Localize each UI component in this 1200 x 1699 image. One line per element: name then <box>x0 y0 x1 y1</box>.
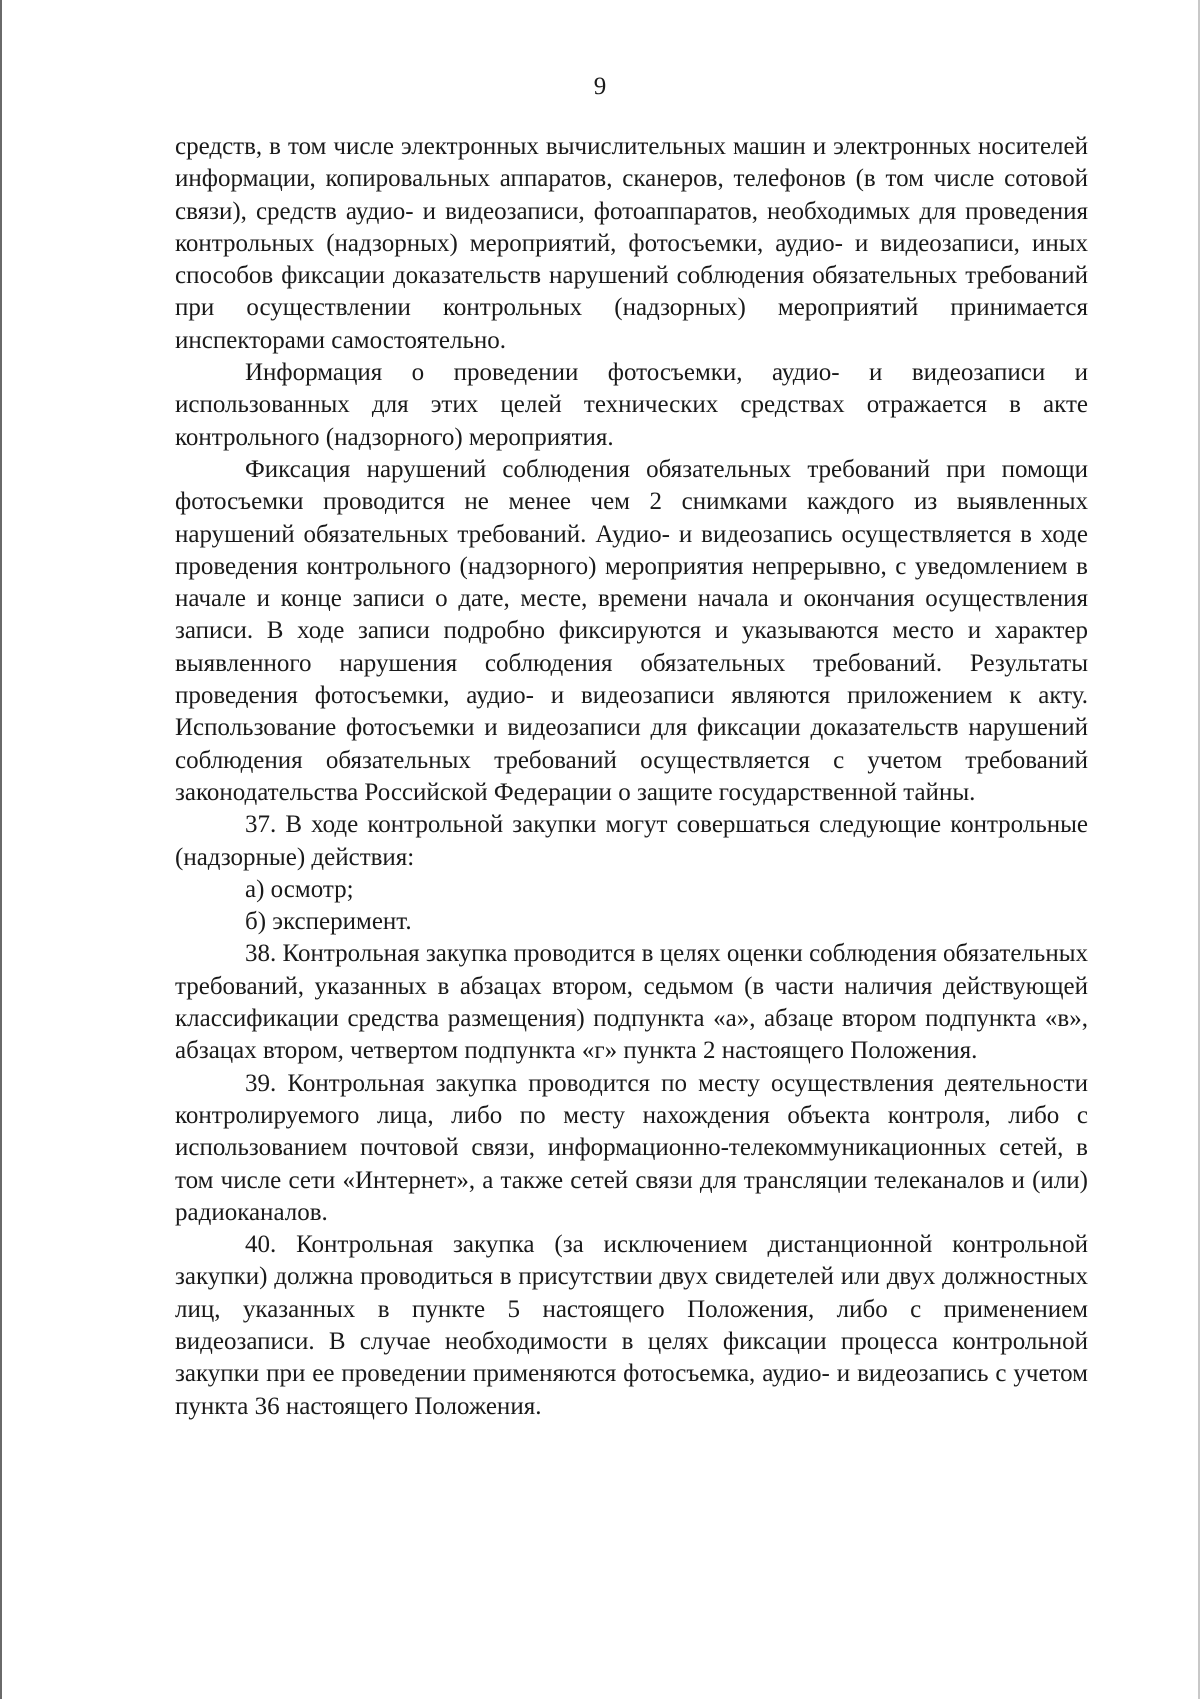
paragraph-item-38: 38. Контрольная закупка проводится в целях оценки соблюдения обязательных требований, указанных в абзацах втором, седьмом (в части наличия действующей классификации средства размещения) подпункта «а», абзаце втором подпункта «в», абзацах втором, четвертом подпункта «г» пункта 2 настоящего Положения. <box>175 940 1088 1065</box>
paragraph-item-37-a: а) осмотр; <box>245 875 354 903</box>
document-body <box>175 131 1088 1423</box>
paragraph-item-40: 40. Контрольная закупка (за исключением дистанционной контрольной закупки) должна проводиться в присутствии двух свидетелей или двух должностных лиц, указанных в пункте 5 настоящего Положения, либо с применением видеозаписи. В случае необходимости в целях фиксации процесса контрольной закупки при ее проведении применяются фотосъемка, аудио- и видеозапись с учетом пункта 36 настоящего Положения. <box>175 1231 1088 1420</box>
paragraph-continuation: средств, в том числе электронных вычислительных машин и электронных носителей информации, копировальных аппаратов, сканеров, телефонов (в том числе сотовой связи), средств аудио- и видеозаписи, фотоаппаратов, необходимых для проведения контрольных (надзорных) мероприятий, фотосъемки, аудио- и видеозаписи, иных способов фиксации доказательств нарушений соблюдения обязательных требований при осуществлении контрольных (надзорных) мероприятий принимается инспекторами самостоятельно. <box>175 133 1088 354</box>
paragraph-photo-info: Информация о проведении фотосъемки, аудио- и видеозаписи и использованных для этих целей технических средствах отражается в акте контрольного (надзорного) мероприятия. <box>175 359 1088 451</box>
paragraph-violation-fixation: Фиксация нарушений соблюдения обязательных требований при помощи фотосъемки проводится не менее чем 2 снимками каждого из выявленных нарушений обязательных требований. Аудио- и видеозапись осуществляется в ходе проведения контрольного (надзорного) мероприятия непрерывно, с уведомлением в начале и конце записи о дате, месте, времени начала и окончания осуществления записи. В ходе записи подробно фиксируются и указываются место и характер выявленного нарушения соблюдения обязательных требований. Результаты проведения фотосъемки, аудио- и видеозаписи являются приложением к акту. Использование фотосъемки и видеозаписи для фиксации доказательств нарушений соблюдения обязательных требований осуществляется с учетом требований законодательства Российской Федерации о защите государственной тайны. <box>175 455 1088 806</box>
scan-edge-left <box>0 0 2 1699</box>
paragraph-item-37-b: б) эксперимент. <box>245 908 412 936</box>
paragraph-item-37: 37. В ходе контрольной закупки могут совершаться следующие контрольные (надзорные) действия: <box>175 811 1088 871</box>
page-number: 9 <box>593 73 607 100</box>
paragraph-item-39: 39. Контрольная закупка проводится по месту осуществления деятельности контролируемого лица, либо по месту нахождения объекта контроля, либо с использованием почтовой связи, информационно-телекоммуникационных сетей, в том числе сети «Интернет», а также сетей связи для трансляции телеканалов и (или) радиоканалов. <box>175 1069 1088 1226</box>
